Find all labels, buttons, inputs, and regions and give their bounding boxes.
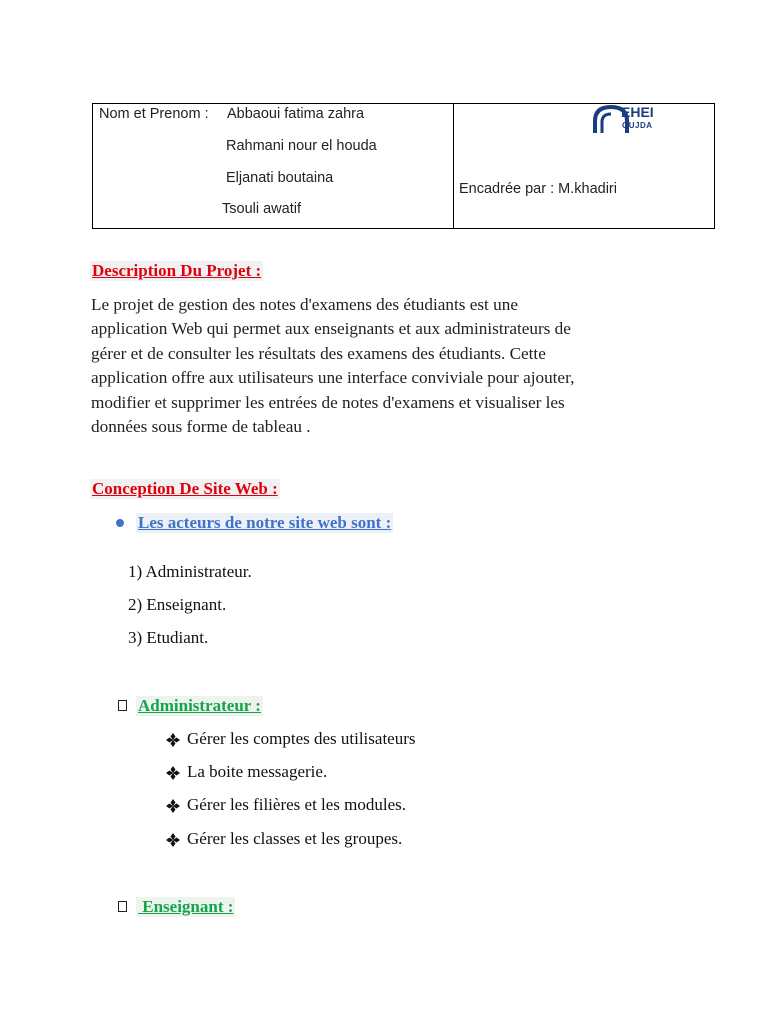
school-logo <box>593 103 665 137</box>
diamond-bullet-icon <box>166 799 180 813</box>
description-line: données sous forme de tableau . <box>91 417 311 437</box>
header-divider <box>453 104 454 228</box>
description-line: modifier et supprimer les entrées de notes d'examens et visualiser les <box>91 392 565 412</box>
admin-item: Gérer les classes et les groupes. <box>187 829 403 848</box>
conception-title: Conception De Site Web : <box>92 479 278 498</box>
description-line: Le projet de gestion des notes d'examens des étudiants est une <box>91 295 518 314</box>
description-line: application Web qui permet aux enseignants et aux administrateurs de <box>91 319 571 339</box>
logo-top-text: EHEI <box>621 104 654 120</box>
member-3: Eljanati boutaina <box>226 170 334 186</box>
admin-title: Administrateur : <box>138 696 261 715</box>
diamond-bullet-icon <box>166 733 180 747</box>
actors-title: Les acteurs de notre site web sont : <box>138 513 392 532</box>
checkbox-square-icon <box>118 700 127 711</box>
name-label: Nom et Prenom : <box>99 106 209 122</box>
checkbox-square-icon <box>118 901 127 912</box>
admin-item: Gérer les comptes des utilisateurs <box>187 729 416 748</box>
teacher-title: Enseignant : <box>138 897 234 916</box>
member-1: Abbaoui fatima zahra <box>227 106 365 122</box>
description-paragraph <box>91 293 691 439</box>
member-4: Tsouli awatif <box>222 201 301 217</box>
actor-item: 2) Enseignant. <box>128 595 227 614</box>
bullet-dot-icon <box>116 519 124 527</box>
diamond-bullet-icon <box>166 833 180 847</box>
logo-bottom-text: OUJDA <box>622 121 653 130</box>
diamond-bullet-icon <box>166 766 180 780</box>
description-line: application offre aux utilisateurs une interface conviviale pour ajouter, <box>91 368 575 388</box>
description-line: gérer et de consulter les résultats des examens des étudiants. Cette <box>91 343 546 363</box>
admin-item: Gérer les filières et les modules. <box>187 795 407 814</box>
admin-item: La boite messagerie. <box>187 762 328 781</box>
actor-item: 3) Etudiant. <box>128 628 209 647</box>
actor-item: 1) Administrateur. <box>128 562 252 581</box>
supervisor: Encadrée par : M.khadiri <box>459 181 617 197</box>
member-2: Rahmani nour el houda <box>226 138 377 154</box>
description-title: Description Du Projet : <box>92 261 262 280</box>
